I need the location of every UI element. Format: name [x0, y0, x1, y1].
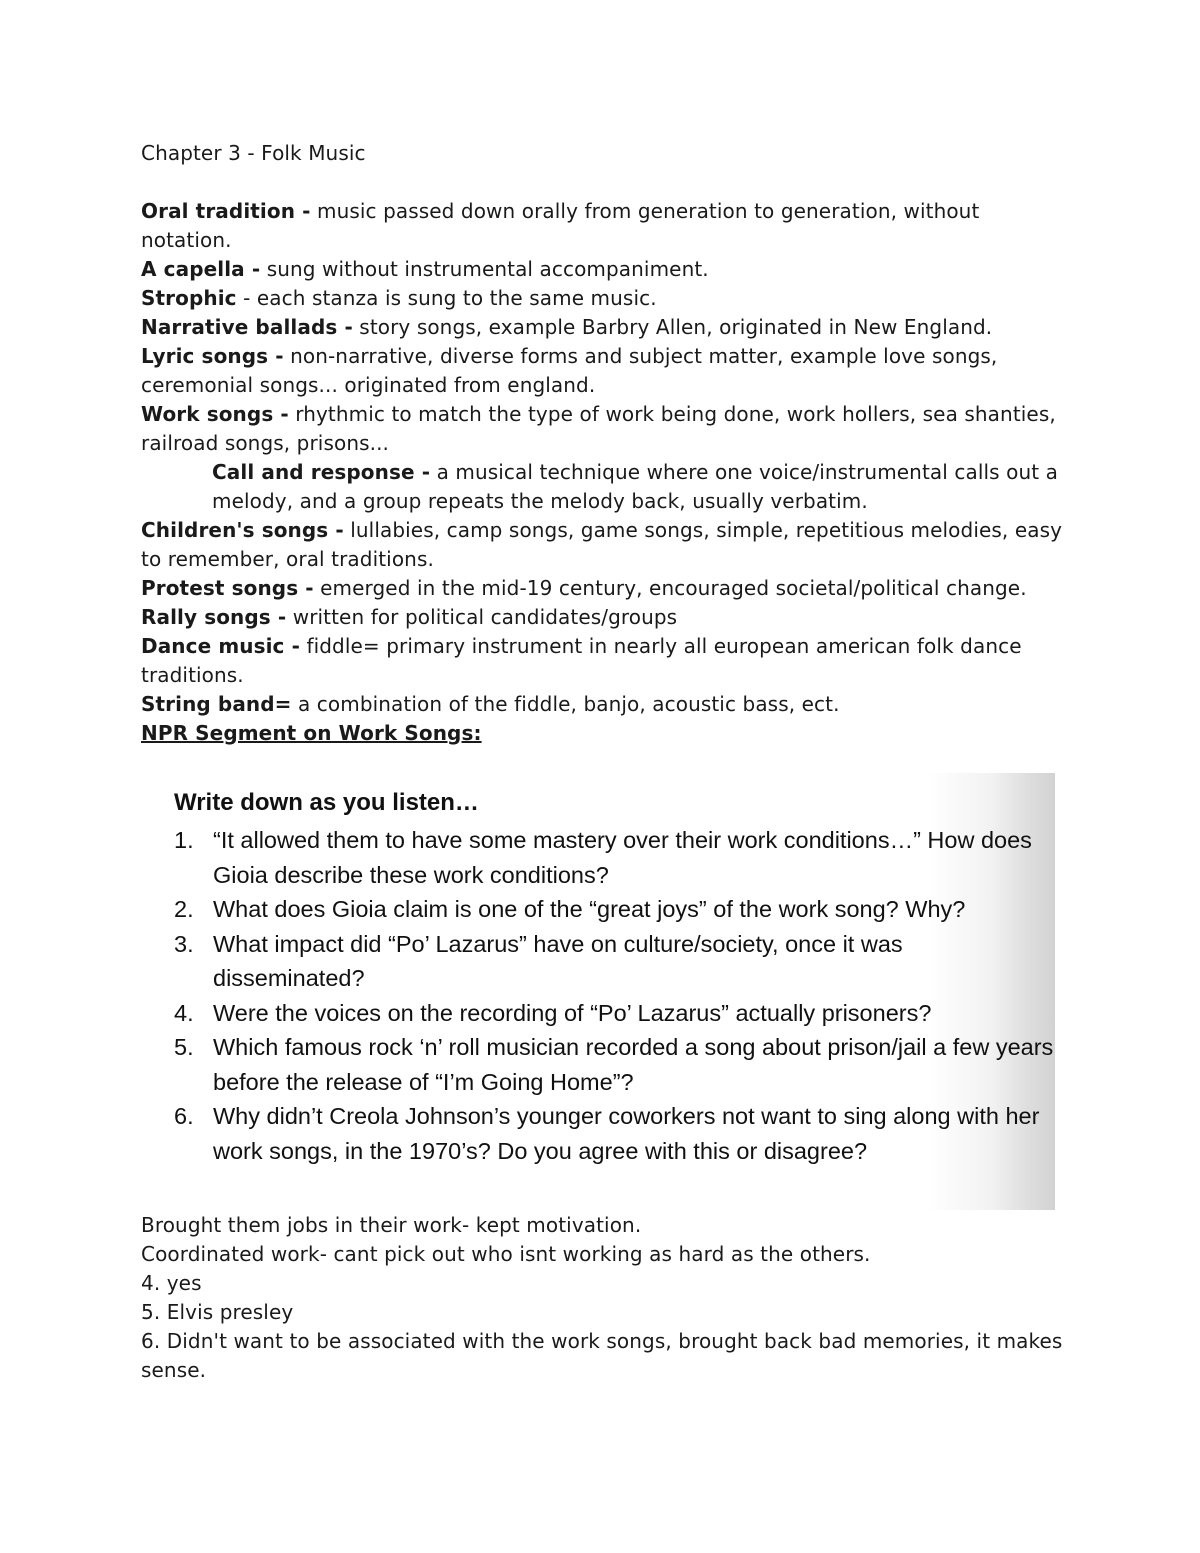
question-text: Which famous rock ‘n’ roll musician recorded a song about prison/jail a few years before the release of “I’m Going Home”?	[213, 1034, 1054, 1095]
worksheet-question	[174, 996, 1054, 1031]
definition-text: story songs, example Barbry Allen, originated in New England.	[352, 315, 993, 339]
definition-text: a musical technique where one voice/instrumental calls out a melody, and a group repeats the melody back, usually verbatim.	[212, 460, 1058, 513]
question-number: 3.	[174, 930, 194, 957]
definition-narrative-ballads	[141, 313, 1066, 342]
question-text: What does Gioia claim is one of the “great joys” of the work song? Why?	[213, 896, 966, 922]
definition-text: a combination of the fiddle, banjo, acoustic bass, ect.	[291, 692, 840, 716]
definition-term: Rally songs -	[141, 605, 287, 629]
definition-protest-songs	[141, 574, 1066, 603]
worksheet-image	[141, 773, 1055, 1210]
worksheet-question	[174, 823, 1054, 892]
answers-list	[141, 1211, 1066, 1385]
answer-line: 6. Didn't want to be associated with the work songs, brought back bad memories, it makes sense.	[141, 1329, 1063, 1382]
definition-term: Lyric songs -	[141, 344, 284, 368]
definition-term: Oral tradition -	[141, 199, 311, 223]
answer-line: 4. yes	[141, 1271, 202, 1295]
definition-term: Protest songs -	[141, 576, 314, 600]
definition-text: written for political candidates/groups	[286, 605, 678, 629]
npr-segment-heading: NPR Segment on Work Songs:	[141, 721, 482, 745]
definitions-list	[141, 197, 1066, 748]
definition-work-songs	[141, 400, 1066, 458]
answer-line: Coordinated work- cant pick out who isnt working as hard as the others.	[141, 1242, 871, 1266]
question-text: What impact did “Po’ Lazarus” have on culture/society, once it was disseminated?	[213, 930, 903, 991]
worksheet-question	[174, 927, 1054, 996]
definition-term: Dance music -	[141, 634, 300, 658]
definition-a-capella	[141, 255, 1066, 284]
question-number: 2.	[174, 896, 194, 922]
worksheet-question	[174, 1030, 1054, 1099]
definition-childrens-songs	[141, 516, 1066, 574]
definition-strophic	[141, 284, 1066, 313]
definition-text: fiddle= primary instrument in nearly all european american folk dance traditions.	[141, 634, 1022, 687]
page-title: Chapter 3 - Folk Music	[141, 141, 366, 165]
definition-call-and-response	[141, 458, 1066, 516]
definition-text: sung without instrumental accompaniment.	[260, 257, 709, 281]
worksheet-title: Write down as you listen…	[174, 789, 479, 816]
definition-text: lullabies, camp songs, game songs, simple, repetitious melodies, easy to remember, oral traditions.	[141, 518, 1063, 571]
question-number: 5.	[174, 1034, 194, 1060]
question-text: Why didn’t Creola Johnson’s younger coworkers not want to sing along with her work songs, in the 1970’s? Do you agree with this or disagree?	[213, 1103, 1040, 1164]
definition-term: Work songs -	[141, 402, 289, 426]
worksheet-question	[174, 892, 1054, 927]
definition-text: emerged in the mid-19 century, encouraged societal/political change.	[313, 576, 1027, 600]
answer-line: Brought them jobs in their work- kept motivation.	[141, 1213, 642, 1237]
definition-oral-tradition	[141, 197, 1066, 255]
definition-term: Strophic	[141, 286, 237, 310]
definition-term: Call and response -	[212, 460, 431, 484]
question-number: 1.	[174, 827, 194, 853]
definition-text: non-narrative, diverse forms and subject matter, example love songs, ceremonial songs... originated from england.	[141, 344, 998, 397]
definition-text: rhythmic to match the type of work being done, work hollers, sea shanties, railroad songs, prisons...	[141, 402, 1056, 455]
definition-term: String band=	[141, 692, 292, 716]
definition-text: music passed down orally from generation to generation, without notation.	[141, 199, 980, 252]
answer-line: 5. Elvis presley	[141, 1300, 294, 1324]
definition-lyric-songs	[141, 342, 1066, 400]
definition-text: - each stanza is sung to the same music.	[236, 286, 657, 310]
definition-string-band	[141, 690, 1066, 719]
question-text: “It allowed them to have some mastery over their work conditions…” How does Gioia describe these work conditions?	[213, 827, 1032, 888]
definition-term: Children's songs -	[141, 518, 344, 542]
definition-term: A capella -	[141, 257, 261, 281]
worksheet-questions	[174, 823, 1054, 1168]
question-number: 4.	[174, 999, 194, 1026]
question-number: 6.	[174, 1103, 194, 1129]
definition-term: Narrative ballads -	[141, 315, 353, 339]
question-text: Were the voices on the recording of “Po’ Lazarus” actually prisoners?	[213, 999, 932, 1026]
definition-rally-songs	[141, 603, 1066, 632]
worksheet-question	[174, 1099, 1054, 1168]
definition-dance-music	[141, 632, 1066, 690]
